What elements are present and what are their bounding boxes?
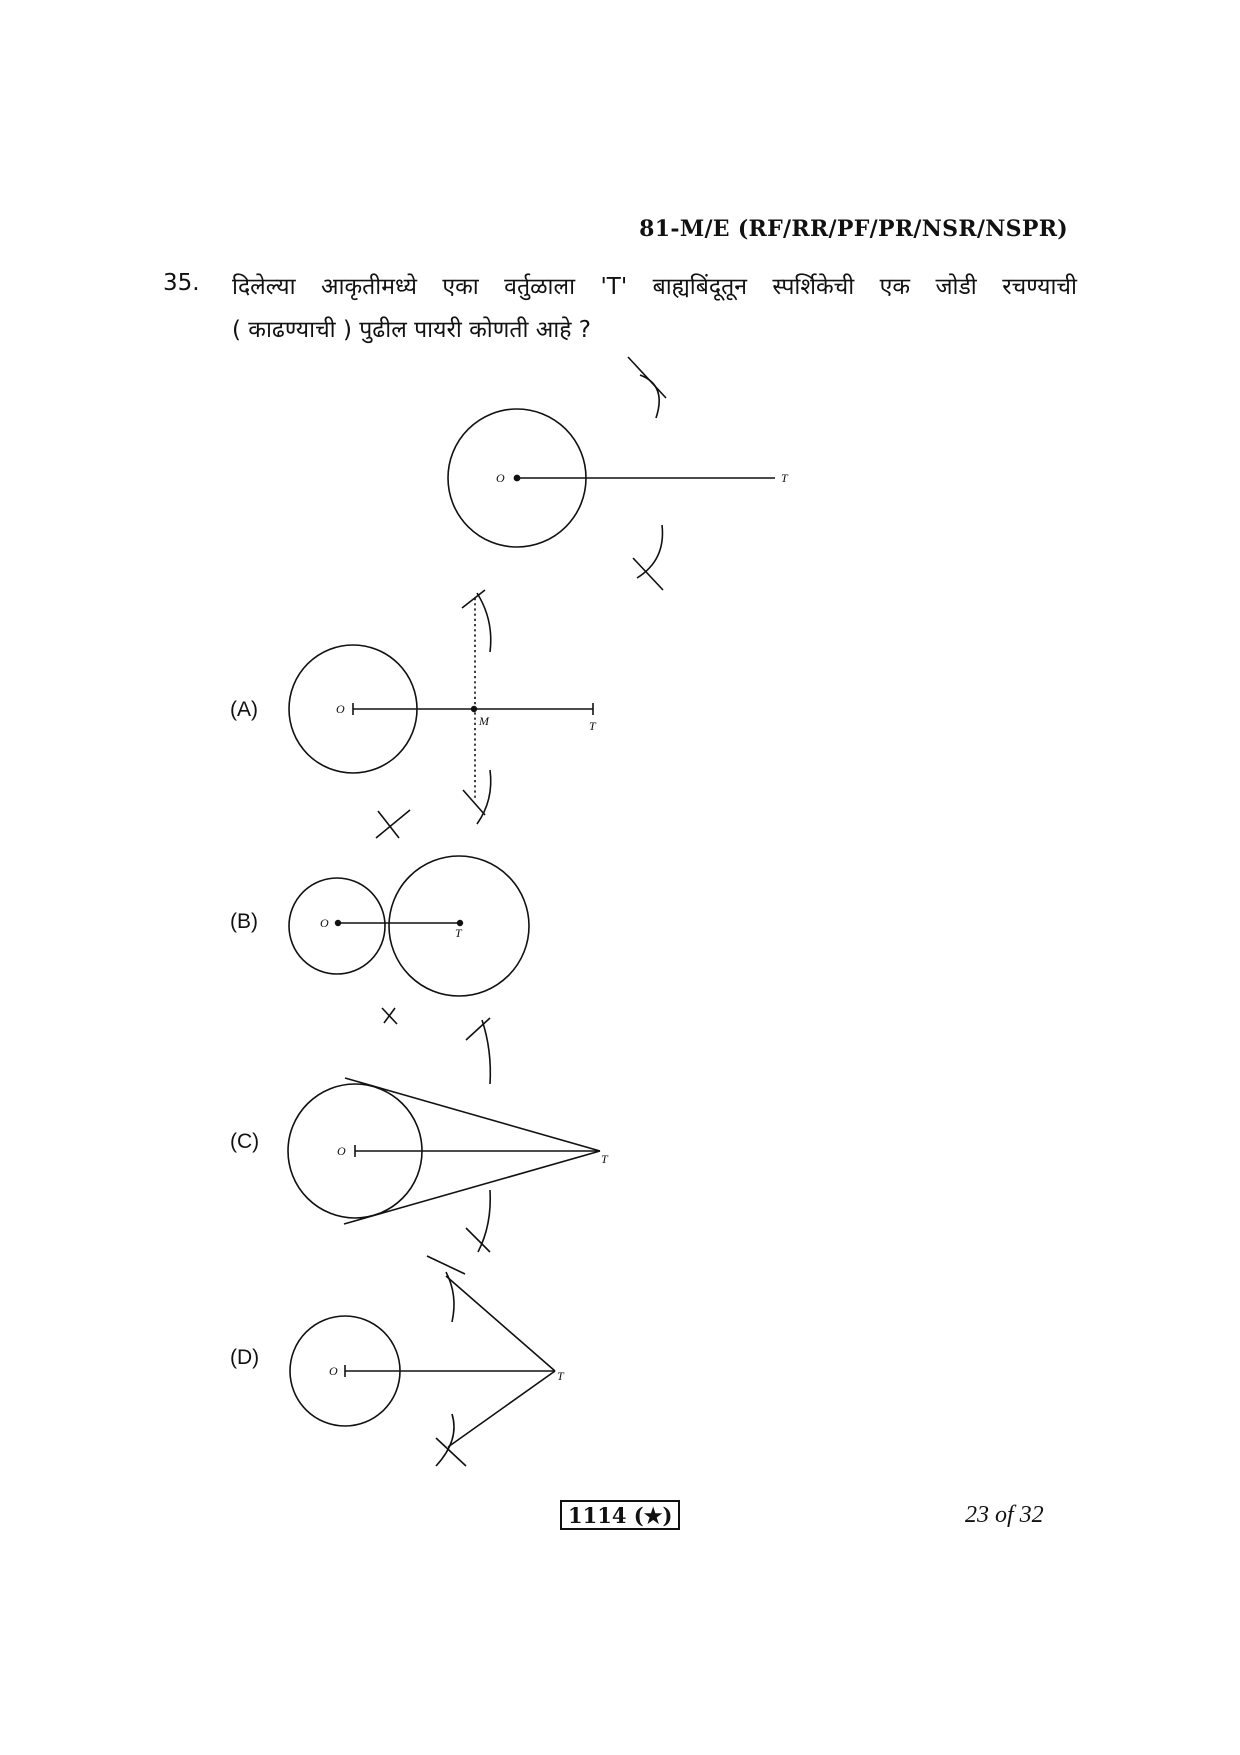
option-d-label-o: O — [329, 1364, 338, 1378]
option-a-label[interactable]: (A) — [230, 698, 258, 721]
option-b-t-dot — [458, 921, 463, 926]
given-arc-bottom-cross — [633, 558, 663, 590]
option-b-label-t: T — [455, 926, 462, 940]
option-a-label-m: M — [479, 714, 489, 728]
question-number: 35. — [163, 270, 200, 296]
option-c-tangent-lower — [344, 1151, 600, 1224]
option-a-arc-bottom-cross — [463, 790, 485, 815]
option-c-label-o: O — [337, 1144, 346, 1158]
option-a-label-o: O — [336, 702, 345, 716]
question-text-line2: ( काढण्याची ) पुढील पायरी कोणती आहे ? — [232, 317, 592, 343]
page-number: 23 of 32 — [965, 1502, 1044, 1528]
option-c-tangent-upper — [345, 1078, 600, 1151]
option-b-label-o: O — [320, 916, 329, 930]
option-d-figure — [290, 1256, 555, 1466]
given-label-t: T — [781, 471, 788, 485]
paper-code: 81-M/E (RF/RR/PF/PR/NSR/NSPR) — [639, 216, 1068, 242]
option-a-arc-bottom — [477, 770, 491, 824]
question-text-line1: दिलेल्या आकृतीमध्ये एका वर्तुळाला 'T' बाह्यबिंदूतून स्पर्शिकेची एक जोडी रचण्याची — [232, 274, 1077, 300]
option-d-arc-top-cross — [427, 1256, 465, 1274]
option-c-figure — [288, 1018, 600, 1252]
option-b-center-dot — [336, 921, 341, 926]
given-center-dot — [514, 475, 519, 480]
option-d-arc-top — [446, 1272, 454, 1322]
option-c-label[interactable]: (C) — [230, 1130, 260, 1153]
option-d-line-upper — [446, 1276, 555, 1371]
option-a-figure — [289, 590, 593, 824]
option-d-label[interactable]: (D) — [230, 1346, 260, 1369]
given-arc-top-cross — [628, 357, 666, 398]
option-a-label-t: T — [589, 719, 596, 733]
option-d-label-t: T — [557, 1369, 564, 1383]
option-c-label-t: T — [601, 1152, 608, 1166]
given-arc-bottom — [637, 525, 662, 578]
option-c-arc-top — [482, 1020, 490, 1084]
option-a-midpoint — [472, 707, 477, 712]
option-a-arc-top-cross — [462, 590, 485, 608]
option-d-line-lower — [448, 1371, 555, 1447]
booklet-code: 1114 (★) — [560, 1500, 680, 1530]
option-b-label[interactable]: (B) — [230, 910, 258, 933]
option-a-arc-top — [477, 593, 491, 652]
given-label-o: O — [496, 471, 505, 485]
